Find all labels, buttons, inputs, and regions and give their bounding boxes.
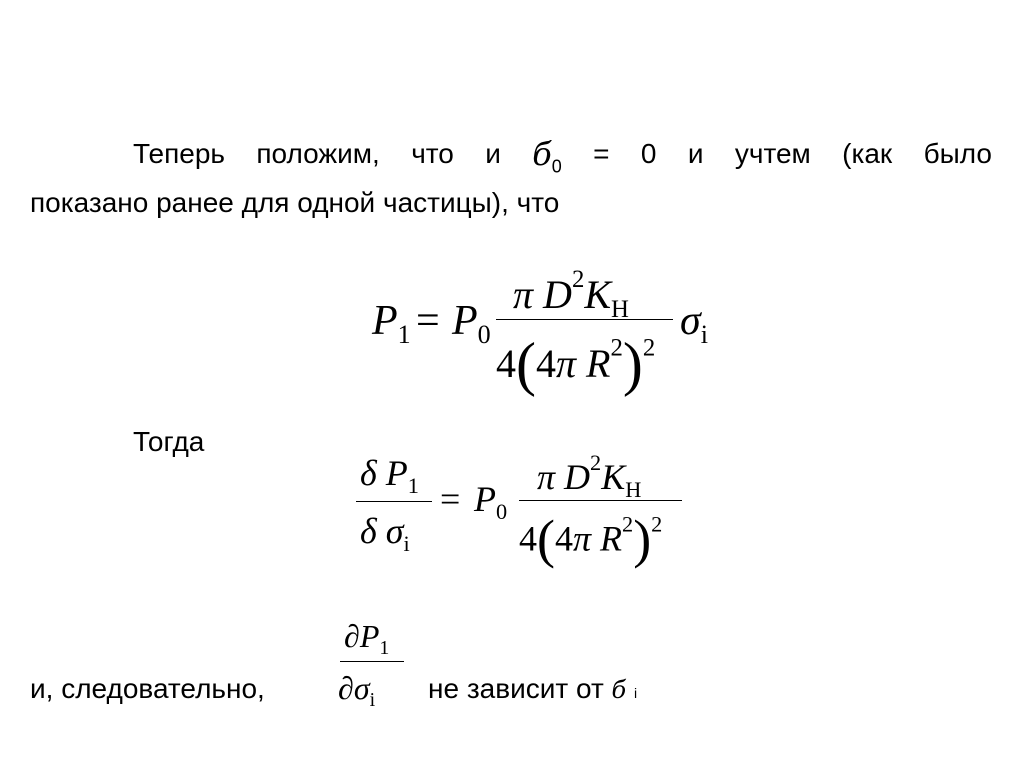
open-paren: ( <box>516 331 536 397</box>
subscript: 1 <box>397 320 411 350</box>
intro-line-2: показано ранее для одной частицы), что <box>30 187 560 219</box>
word: Теперь <box>133 138 225 169</box>
var-d: D <box>543 272 572 318</box>
var-p: P <box>385 453 408 493</box>
var-p: P <box>474 479 496 519</box>
formula2-denominator <box>519 509 663 569</box>
word: что <box>411 138 454 169</box>
suffix-text: не зависит от <box>428 673 604 704</box>
delta-symbol: δ <box>360 453 377 493</box>
subscript: Н <box>611 295 629 323</box>
close-paren: ) <box>622 331 643 397</box>
coef-4: 4 <box>554 518 573 559</box>
intro-paragraph <box>30 135 992 219</box>
sigma-subscript: 0 <box>551 156 562 177</box>
formula1-numerator <box>513 268 629 323</box>
coef-4: 4 <box>496 340 516 386</box>
var-r: R <box>600 518 623 559</box>
formula1-lhs <box>372 300 411 348</box>
var-d: D <box>564 456 591 497</box>
coef-4: 4 <box>519 518 537 559</box>
superscript: 2 <box>651 511 663 537</box>
word: (как <box>842 138 893 169</box>
var-r: R <box>586 340 611 386</box>
pi-symbol: π <box>513 272 534 318</box>
formula1-fraction-bar <box>496 319 673 320</box>
word: учтем <box>734 138 811 169</box>
sigma-symbol: σ <box>680 298 701 344</box>
formula2-lhs-den <box>360 513 410 555</box>
word: и <box>485 138 501 169</box>
word: было <box>923 138 992 169</box>
then-label: Тогда <box>133 426 205 457</box>
sigma-letter: б <box>532 135 552 173</box>
formula1-sigma <box>680 300 708 348</box>
var-k: K <box>584 272 612 318</box>
subscript: i <box>700 320 708 350</box>
formula2-numerator <box>537 452 641 501</box>
subscript: Н <box>625 476 642 502</box>
partial-numerator <box>344 620 389 659</box>
subscript: 1 <box>379 636 390 659</box>
tail-subscript: i <box>633 685 638 701</box>
close-paren: ) <box>633 509 652 569</box>
conclusion-suffix <box>428 675 637 703</box>
pi-symbol: π <box>572 518 592 559</box>
sigma-symbol: σ <box>385 511 404 551</box>
word: 0 <box>640 138 657 169</box>
subscript: 0 <box>496 498 508 524</box>
superscript: 2 <box>571 266 585 293</box>
var-k: K <box>601 456 626 497</box>
word: положим, <box>256 138 380 169</box>
formula2-p0 <box>474 481 507 523</box>
subscript: i <box>403 530 410 556</box>
superscript: 2 <box>590 450 602 475</box>
partial-symbol: ∂ <box>338 670 354 706</box>
var-p: P <box>452 298 478 344</box>
delta-symbol: δ <box>360 511 377 551</box>
open-paren: ( <box>537 509 555 569</box>
tail-sigma-symbol: б <box>611 676 627 704</box>
subscript: i <box>369 688 376 711</box>
var-p: P <box>359 618 380 654</box>
equals-sign: = <box>440 479 461 519</box>
word: и <box>687 138 704 169</box>
pi-symbol: π <box>537 456 556 497</box>
pi-symbol: π <box>555 340 577 386</box>
sigma-symbol: σ <box>353 670 370 706</box>
partial-denominator <box>338 672 375 711</box>
sigma-zero-symbol <box>532 135 562 177</box>
formula2-lhs-num <box>360 455 419 497</box>
equals-sign: = <box>416 298 440 344</box>
var-p: P <box>372 298 398 344</box>
superscript: 2 <box>610 334 623 362</box>
conclusion-prefix: и, следовательно, <box>30 673 265 704</box>
coef-4: 4 <box>535 340 556 386</box>
intro-line-1 <box>30 135 992 177</box>
formula1-denominator <box>496 331 656 397</box>
superscript: 2 <box>622 511 634 537</box>
word: = <box>593 138 610 169</box>
formula1-p0 <box>452 300 491 348</box>
formula2-lhs-fraction-bar <box>356 501 432 502</box>
subscript: 1 <box>407 472 419 498</box>
partial-fraction-bar <box>340 661 404 662</box>
formula2-fraction-bar <box>519 500 682 501</box>
subscript: 0 <box>477 320 491 350</box>
superscript: 2 <box>642 334 656 362</box>
partial-symbol: ∂ <box>344 618 360 654</box>
